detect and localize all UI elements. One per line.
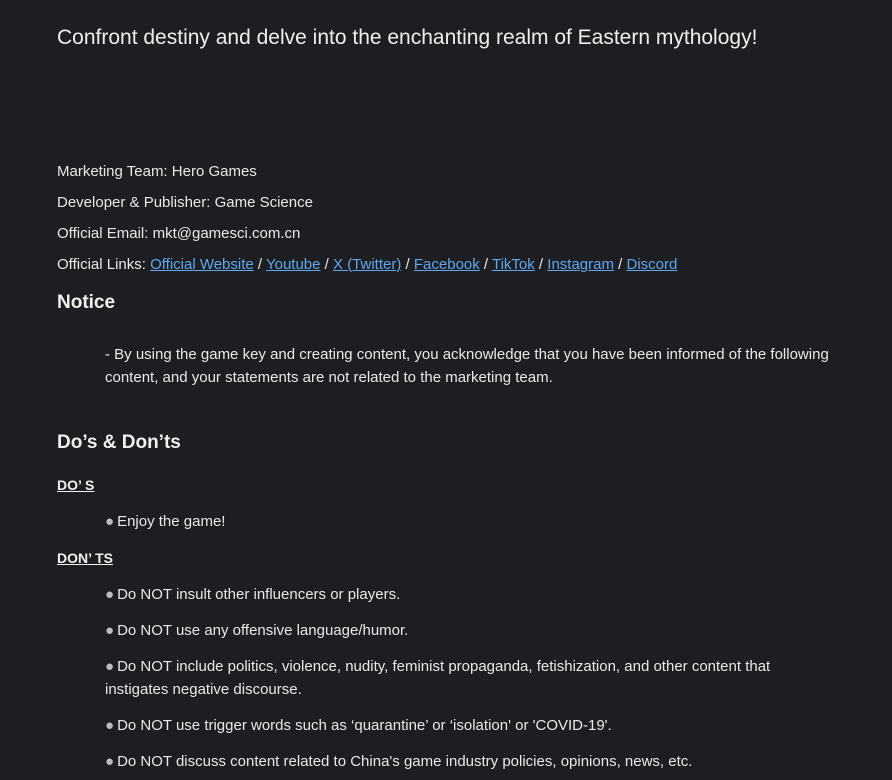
link-official-website[interactable]: Official Website <box>150 256 254 273</box>
link-separator: / <box>401 256 414 273</box>
bullet-icon: ● <box>105 513 115 530</box>
dos-donts-heading: Do’s & Don’ts <box>57 432 181 453</box>
dos-subheading: DO’ S <box>57 477 95 493</box>
donts-item-text: Do NOT include politics, violence, nudity, feminist propaganda, fetishization, and other content that instigates negative discourse. <box>105 658 771 698</box>
notice-heading: Notice <box>57 292 116 313</box>
link-youtube[interactable]: Youtube <box>265 256 321 273</box>
donts-item-text: Do NOT use trigger words such as ‘quarantine’ or ‘isolation' or 'COVID-19'. <box>117 717 612 734</box>
bullet-icon: ● <box>105 658 115 675</box>
donts-item-text: Do NOT insult other influencers or players. <box>117 586 401 603</box>
donts-list-item <box>105 655 835 701</box>
link-separator: / <box>320 256 334 273</box>
link-separator: / <box>613 256 627 273</box>
dos-list-item <box>105 510 835 533</box>
bullet-icon: ● <box>105 753 115 770</box>
bullet-icon: ● <box>105 586 115 603</box>
link-facebook[interactable]: Facebook <box>413 256 480 273</box>
link-discord[interactable]: Discord <box>626 256 678 273</box>
official-links-line <box>57 249 677 280</box>
link-separator: / <box>253 256 266 273</box>
page-title: Confront destiny and delve into the enchanting realm of Eastern mythology! <box>57 26 758 49</box>
link-tiktok[interactable]: TikTok <box>491 256 535 273</box>
info-block <box>57 156 677 280</box>
link-x-twitter[interactable]: X (Twitter) <box>333 256 402 273</box>
official-links-label: Official Links: <box>57 256 151 273</box>
link-instagram[interactable]: Instagram <box>547 256 614 273</box>
donts-subheading: DON’ TS <box>57 550 114 566</box>
developer-line: Developer & Publisher: Game Science <box>57 194 313 211</box>
email-line: Official Email: mkt@gamesci.com.cn <box>57 225 301 242</box>
donts-list-item <box>105 583 835 606</box>
link-separator: / <box>534 256 548 273</box>
marketing-team-line: Marketing Team: Hero Games <box>57 163 257 180</box>
donts-list-item <box>105 750 835 773</box>
link-separator: / <box>479 256 492 273</box>
bullet-icon: ● <box>105 717 115 734</box>
donts-list-item <box>105 714 835 737</box>
bullet-icon: ● <box>105 622 115 639</box>
donts-item-text: Do NOT discuss content related to China's game industry policies, opinions, news, etc. <box>117 753 693 770</box>
notice-text: - By using the game key and creating content, you acknowledge that you have been informed of the following content, and your statements are not related to the marketing team. <box>105 346 829 386</box>
donts-list-item <box>105 619 835 642</box>
dos-item-text: Enjoy the game! <box>117 513 226 530</box>
donts-item-text: Do NOT use any offensive language/humor. <box>117 622 409 639</box>
